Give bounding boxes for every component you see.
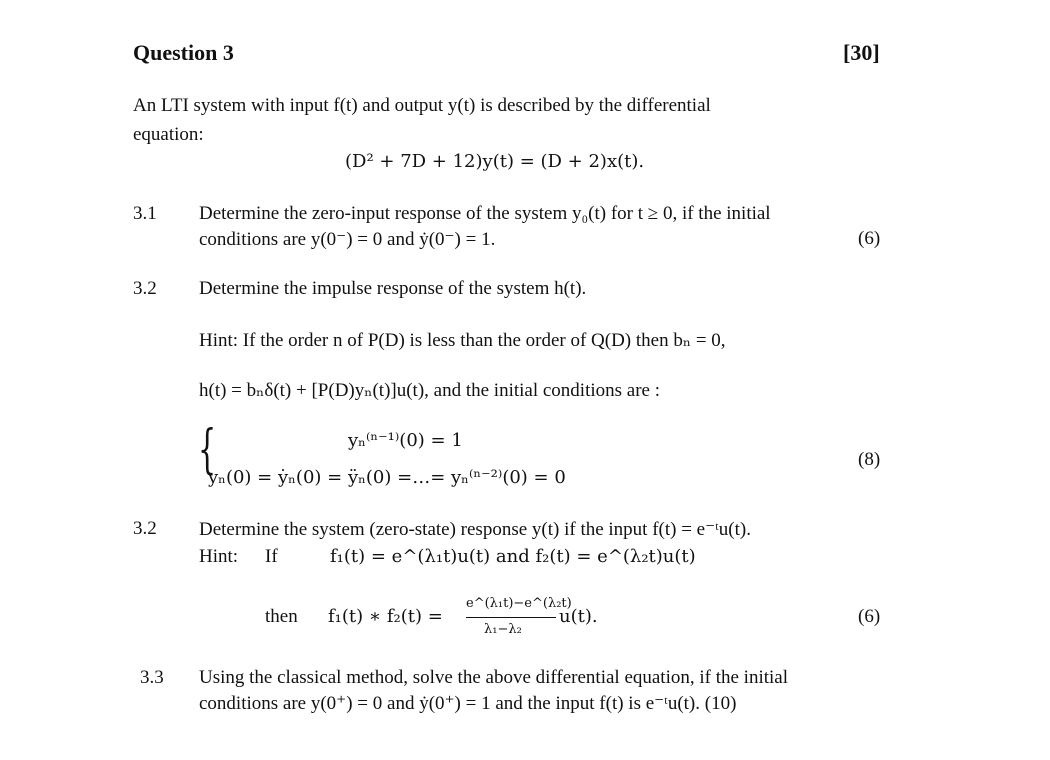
- hint-line-1: Hint: If the order n of P(D) is less than the order of Q(D) then bₙ = 0,: [199, 330, 726, 351]
- part-text-line-1: Determine the system (zero-state) response y(t) if the input f(t) = e⁻ᵗu(t).: [199, 519, 751, 540]
- fraction-denominator: λ₁−λ₂: [484, 622, 522, 637]
- fraction-numerator: e^(λ₁t)−e^(λ₂t): [466, 596, 572, 611]
- hint-label: Hint:: [199, 546, 239, 567]
- initial-condition-2: yₙ(0) = ẏₙ(0) = ÿₙ(0) =…= yₙ⁽ⁿ⁻²⁾(0) = 0: [208, 467, 566, 488]
- part-number: 3.2: [133, 278, 157, 299]
- hint-if: If: [265, 546, 278, 567]
- part-number: 3.2: [133, 518, 157, 539]
- part-text-line-1: Determine the zero-input response of the system y₀(t) for t ≥ 0, if the initial: [199, 203, 771, 224]
- initial-condition-1: yₙ⁽ⁿ⁻¹⁾(0) = 1: [348, 430, 463, 451]
- hint-line-2: h(t) = bₙδ(t) + [P(D)yₙ(t)]u(t), and the initial conditions are :: [199, 380, 661, 401]
- question-total-marks: [30]: [843, 40, 880, 65]
- question-title: Question 3: [133, 40, 234, 65]
- part-number: 3.1: [133, 203, 157, 224]
- intro-line-2: equation:: [133, 124, 204, 145]
- hint-expression: f₁(t) = e^(λ₁t)u(t) and f₂(t) = e^(λ₂t)u(t): [330, 546, 696, 567]
- part-marks: (6): [858, 606, 881, 627]
- left-brace: {: [198, 420, 217, 480]
- part-text-line-2: conditions are y(0⁻) = 0 and ẏ(0⁻) = 1.: [199, 229, 496, 250]
- intro-line-1: An LTI system with input f(t) and output y(t) is described by the differential: [133, 95, 711, 116]
- differential-equation: (D² + 7D + 12)y(t) = (D + 2)x(t).: [345, 151, 645, 172]
- then-label: then: [265, 606, 298, 627]
- part-text-line-2: conditions are y(0⁺) = 0 and ẏ(0⁺) = 1 and the input f(t) is e⁻ᵗu(t). (10): [199, 693, 737, 714]
- part-marks: (6): [858, 228, 881, 249]
- part-number: 3.3: [140, 667, 164, 688]
- fraction-bar: [466, 617, 556, 618]
- convolution-lhs: f₁(t) ∗ f₂(t) =: [328, 606, 443, 627]
- part-text-line-1: Determine the impulse response of the system h(t).: [199, 278, 587, 299]
- part-text-line-1: Using the classical method, solve the above differential equation, if the initial: [199, 667, 789, 688]
- convolution-rhs: u(t).: [559, 606, 598, 627]
- part-marks: (8): [858, 449, 881, 470]
